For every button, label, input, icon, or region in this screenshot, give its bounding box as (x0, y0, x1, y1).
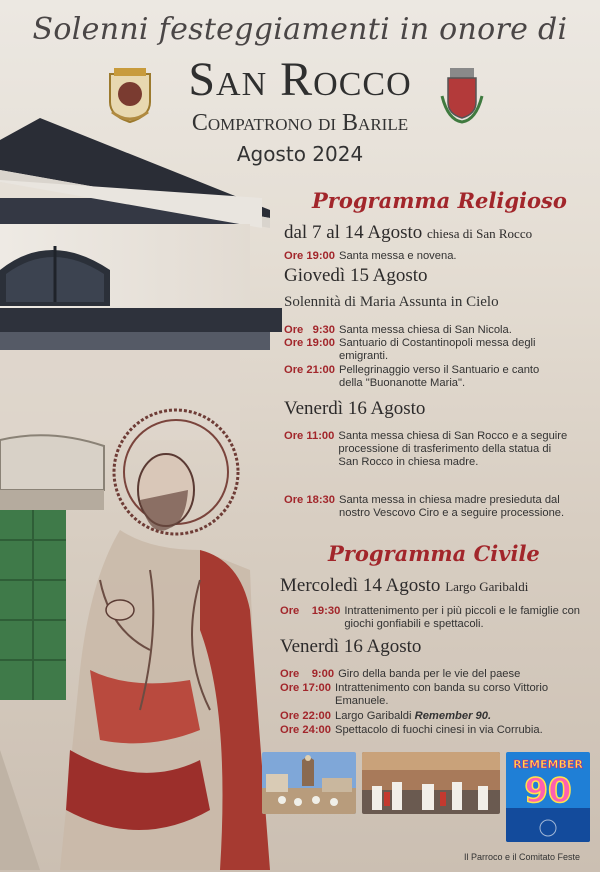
procession-photo (262, 752, 356, 814)
religious-day-heading: Venerdì 16 Agosto (284, 398, 426, 419)
list-item (280, 682, 592, 708)
event-highlight: Remember 90. (414, 710, 492, 722)
list-item (280, 724, 592, 737)
list-item (280, 605, 592, 631)
event-time: Ore 9:30 (284, 324, 335, 336)
religious-day-subtitle: Solennità di Maria Assunta in Cielo (284, 294, 499, 310)
footer-signature: Il Parroco e il Comitato Feste (464, 852, 581, 862)
svg-text:90: 90 (524, 771, 572, 811)
event-description: Santa messa chiesa di San Nicola. (339, 324, 512, 336)
religious-day-heading: Giovedì 15 Agosto (284, 265, 428, 286)
event-description (331, 710, 592, 723)
event-description: Santa messa in chiesa madre presieduta dal nostro Vescovo Ciro e a seguire processione. (339, 494, 565, 520)
civil-day-heading: Venerdì 16 Agosto (280, 636, 422, 657)
religious-period-place: chiesa di San Rocco (427, 226, 533, 241)
list-item (284, 430, 596, 470)
page-title: San Rocco (188, 53, 412, 106)
parish-crest-icon (106, 66, 154, 124)
event-description: Santa messa chiesa di San Rocco e a seguire processione di trasferimento della statua di San Rocco in chiesa madre. (338, 430, 568, 469)
header-compatrono: Compatrono di Barile (191, 110, 409, 136)
municipal-crest-icon (440, 66, 484, 124)
event-description: Santuario di Costantinopoli messa degli emigranti. (339, 337, 536, 363)
list-item (284, 250, 596, 263)
civil-day-heading (280, 575, 528, 597)
event-description: Pellegrinaggio verso il Santuario e canto della "Buonanotte Maria". (339, 364, 540, 390)
religious-period-heading (284, 222, 532, 244)
event-time: Ore 17:00 (280, 682, 331, 694)
religious-period-day: dal 7 al 14 Agosto (284, 222, 423, 243)
event-place: Largo Garibaldi (335, 710, 412, 722)
event-time: Ore 11:00 (284, 430, 335, 442)
event-time: Ore 24:00 (280, 724, 331, 736)
list-item (284, 324, 596, 337)
list-item (280, 710, 592, 723)
event-description: Intrattenimento per i più piccoli e le famiglie con giochi gonfiabili e spettacoli. (344, 605, 581, 631)
church-saint-illustration (0, 110, 300, 872)
remember-90-logo (506, 752, 590, 842)
header-date: Agosto 2024 (236, 142, 364, 166)
list-item (280, 668, 592, 681)
event-time: Ore 9:00 (280, 668, 335, 680)
event-time: Ore 19:00 (284, 337, 335, 349)
event-time: Ore 22:00 (280, 710, 331, 722)
event-description: Giro della banda per le vie del paese (338, 668, 521, 680)
civil-day-date: Mercoledì 14 Agosto (280, 575, 441, 596)
religious-program-title: Programma Religioso (312, 188, 567, 213)
list-item (284, 494, 596, 520)
civil-program-title: Programma Civile (328, 541, 540, 566)
event-description: Santa messa e novena. (339, 250, 457, 262)
event-description: Intrattenimento con banda su corso Vittorio Emanuele. (335, 682, 549, 708)
civil-day-place: Largo Garibaldi (445, 579, 529, 594)
header-subtitle: Solenni festeggiamenti in onore di (32, 12, 568, 47)
procession-crowd-photo (362, 752, 500, 814)
list-item (284, 364, 596, 390)
svg-text:REMEMBER: REMEMBER (513, 758, 583, 771)
event-time: Ore 18:30 (284, 494, 335, 506)
event-time: Ore 19:00 (284, 250, 335, 262)
event-time: Ore 19:30 (280, 605, 341, 617)
event-time: Ore 21:00 (284, 364, 335, 376)
event-description: Spettacolo di fuochi cinesi in via Corrubia. (335, 724, 543, 736)
list-item (284, 337, 596, 363)
